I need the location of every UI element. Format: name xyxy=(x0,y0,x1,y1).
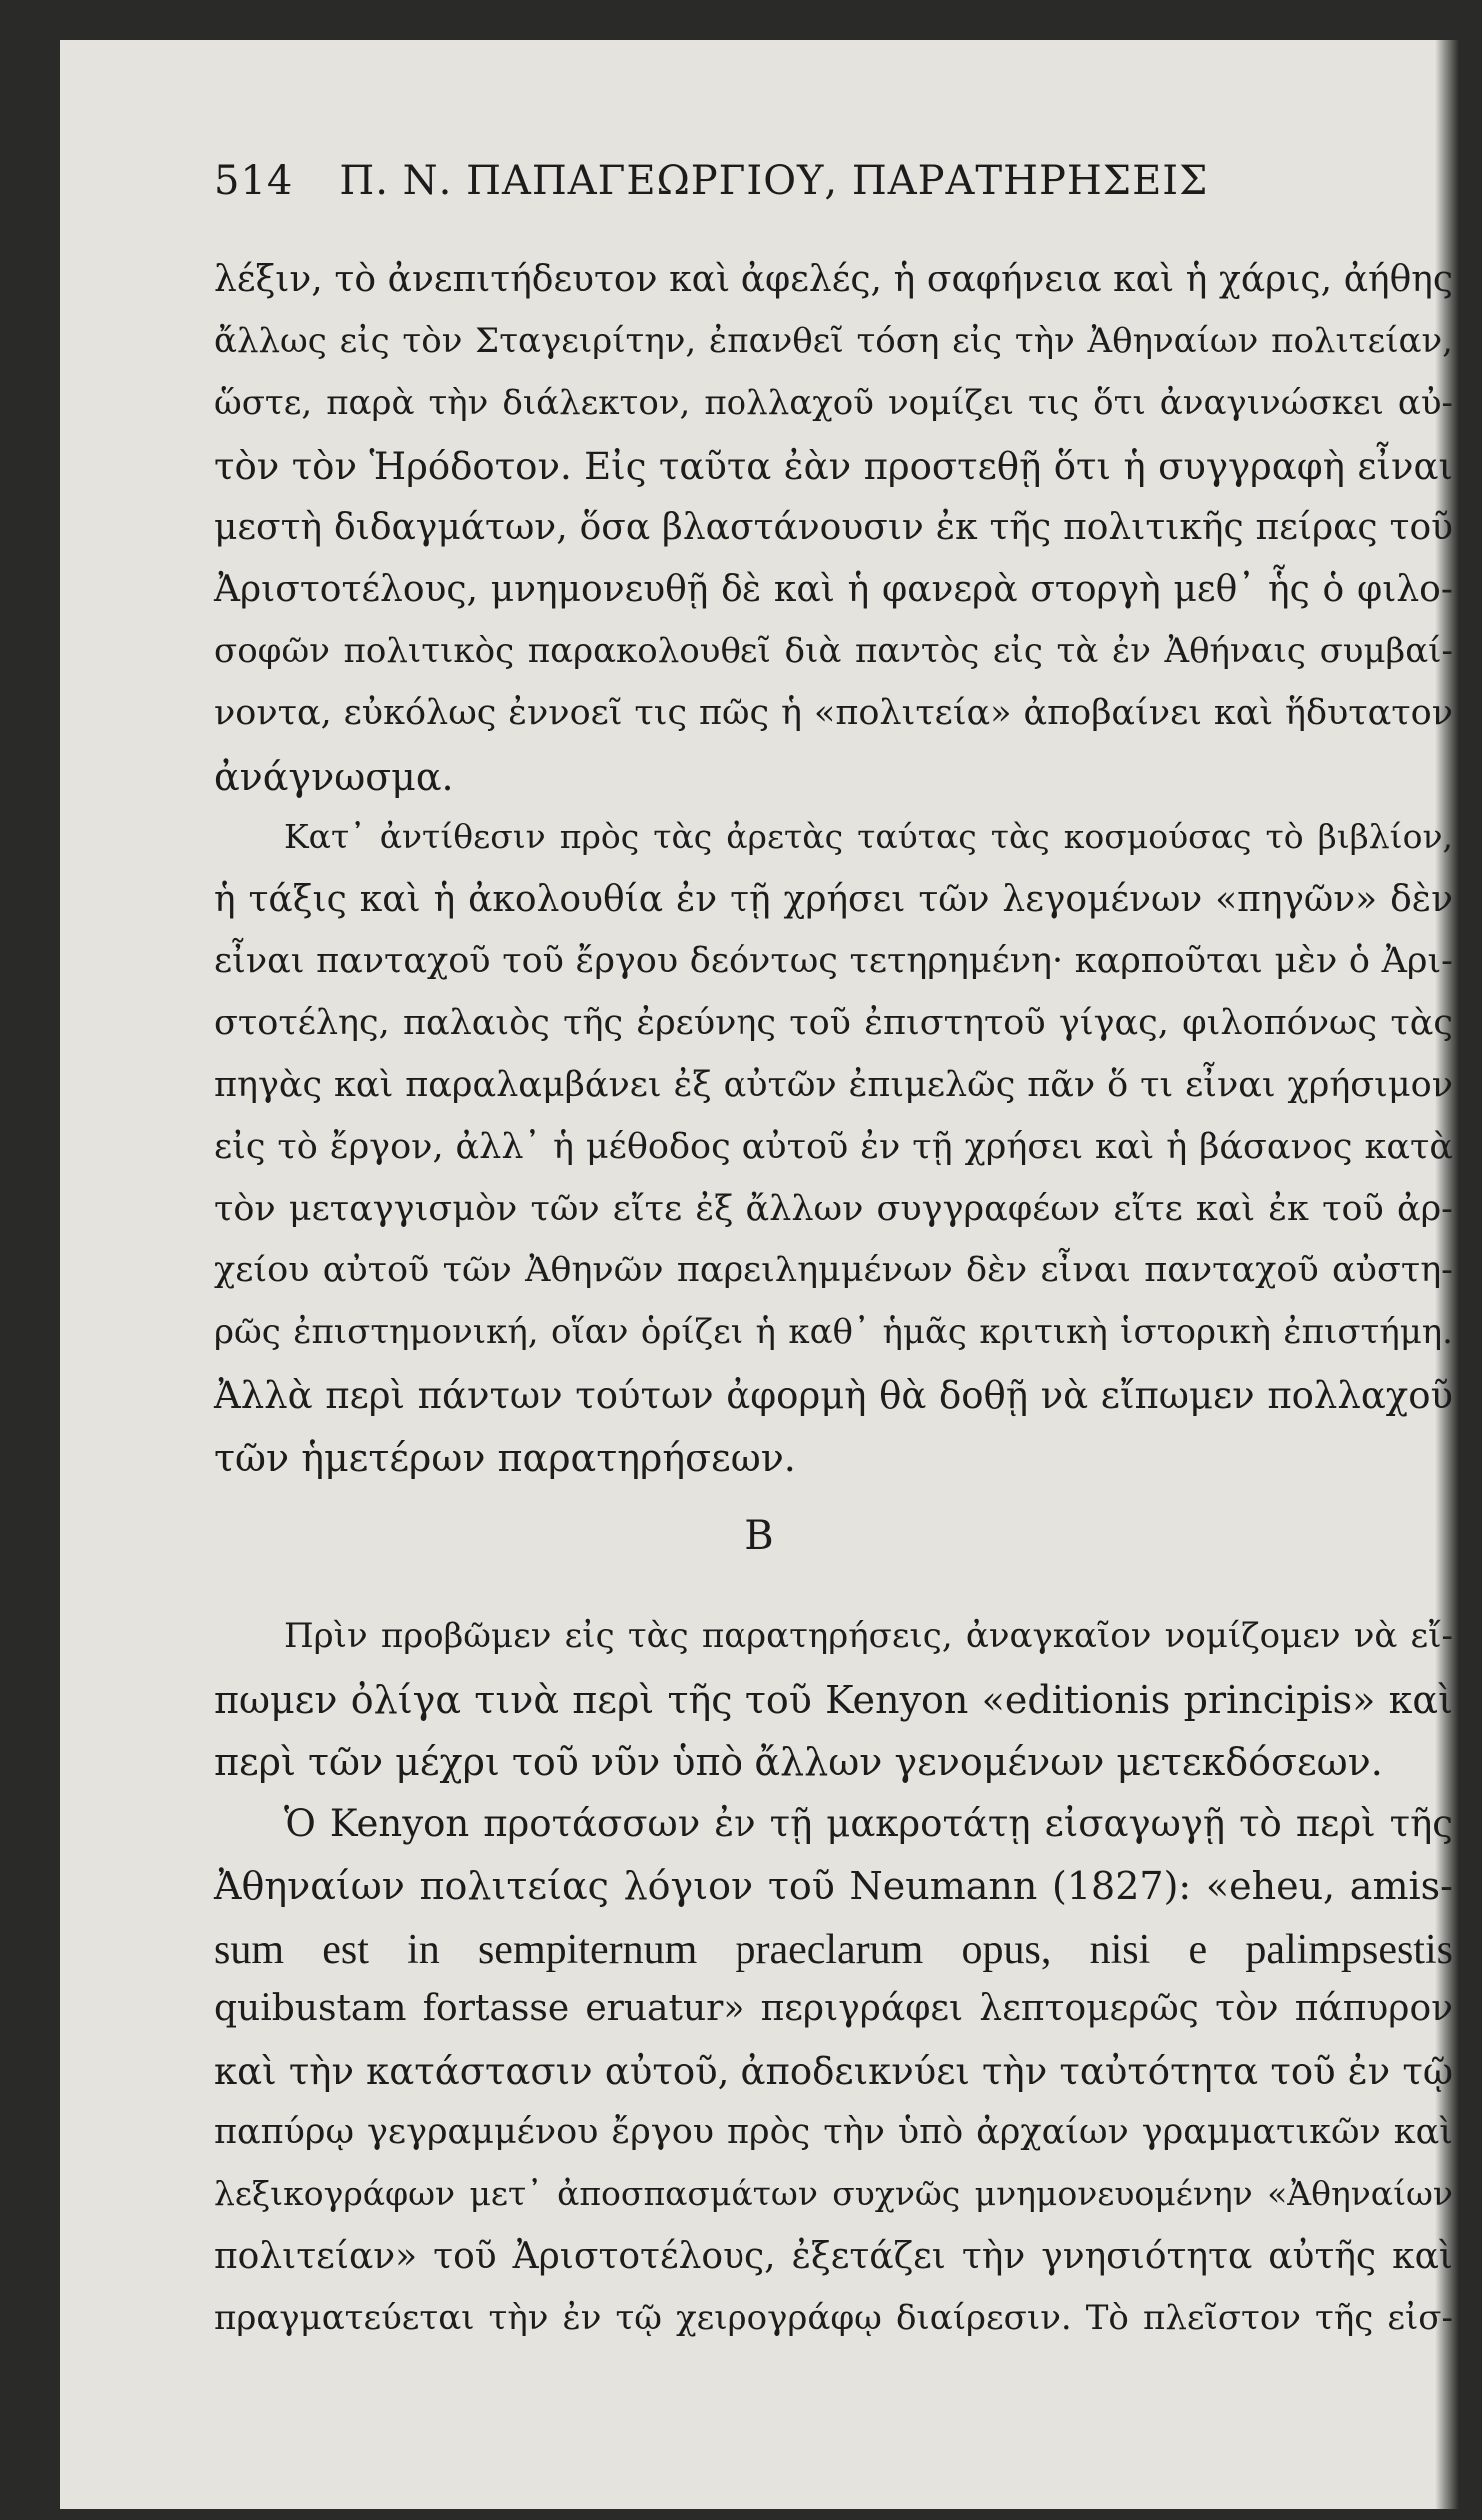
text-line: sum est in sempiternum praeclarum opus, nisi e palimpsestis xyxy=(214,1927,1453,1973)
text-line: τῶν ἡμετέρων παρατηρήσεων. xyxy=(214,1436,796,1480)
text-line: ἡ τάξις καὶ ἡ ἀκολουθία ἐν τῇ χρήσει τῶν λεγομένων «πηγῶν» δὲν xyxy=(214,879,1453,920)
text-line: Ἀθηναίων πολιτείας λόγιον τοῦ Neumann (1827): «eheu, amis- xyxy=(214,1864,1453,1908)
text-line: πωμεν ὀλίγα τινὰ περὶ τῆς τοῦ Kenyon «editionis principis» καὶ xyxy=(214,1678,1453,1722)
text-line: quibustam fortasse eruatur» περιγράφει λεπτομερῶς τὸν πάπυρον xyxy=(214,1988,1453,2029)
text-line: πολιτείαν» τοῦ Ἀριστοτέλους, ἐξετάζει τὴν γνησιότητα αὐτῆς καὶ xyxy=(214,2236,1453,2277)
text-line: παπύρῳ γεγραμμένου ἔργου πρὸς τὴν ὑπὸ ἀρχαίων γραμματικῶν καὶ xyxy=(214,2112,1453,2152)
text-line: Ὁ Kenyon προτάσσων ἐν τῇ μακροτάτῃ εἰσαγωγῇ τὸ περὶ τῆς xyxy=(284,1802,1453,1845)
text-line: ρῶς ἐπιστημονική, οἵαν ὁρίζει ἡ καθ᾿ ἡμᾶς κριτικὴ ἱστορικὴ ἐπιστήμη. xyxy=(214,1312,1453,1352)
text-line: εἰς τὸ ἔργον, ἀλλ᾿ ἡ μέθοδος αὐτοῦ ἐν τῇ χρήσει καὶ ἡ βάσανος κατὰ xyxy=(214,1127,1453,1167)
text-line: τὸν μεταγγισμὸν τῶν εἴτε ἐξ ἄλλων συγγραφέων εἴτε καὶ ἐκ τοῦ ἀρ- xyxy=(214,1189,1453,1229)
text-line: Ἀριστοτέλους, μνημονευθῇ δὲ καὶ ἡ φανερὰ στοργὴ μεθ᾿ ἧς ὁ φιλο- xyxy=(214,569,1453,610)
text-line: στοτέλης, παλαιὸς τῆς ἐρεύνης τοῦ ἐπιστητοῦ γίγας, φιλοπόνως τὰς xyxy=(214,1003,1453,1043)
running-header xyxy=(214,158,1208,204)
text-line: λεξικογράφων μετ᾿ ἀποσπασμάτων συχνῶς μνημονευομένην «Ἀθηναίων xyxy=(214,2174,1453,2213)
text-line: Ἀλλὰ περὶ πάντων τούτων ἀφορμὴ θὰ δοθῇ νὰ εἴπωμεν πολλαχοῦ xyxy=(214,1374,1453,1417)
text-line: σοφῶν πολιτικὸς παρακολουθεῖ διὰ παντὸς εἰς τὰ ἐν Ἀθήναις συμβαί- xyxy=(214,631,1453,671)
text-line: τὸν τὸν Ἡρόδοτον. Εἰς ταῦτα ἐὰν προστεθῇ ὅτι ἡ συγγραφὴ εἶναι xyxy=(214,445,1453,488)
text-line: Πρὶν προβῶμεν εἰς τὰς παρατηρήσεις, ἀναγκαῖον νομίζομεν νὰ εἴ- xyxy=(284,1616,1453,1656)
text-line: ἀνάγνωσμα. xyxy=(214,755,454,799)
text-line: νοντα, εὐκόλως ἐννοεῖ τις πῶς ἡ «πολιτεία» ἀποβαίνει καὶ ἥδυτατον xyxy=(214,693,1453,733)
text-line: εἶναι πανταχοῦ τοῦ ἔργου δεόντως τετηρημένη· καρποῦται μὲν ὁ Ἀρι- xyxy=(214,941,1453,981)
text-line: καὶ τὴν κατάστασιν αὐτοῦ, ἀποδεικνύει τὴν ταὐτότητα τοῦ ἐν τῷ xyxy=(214,2050,1453,2093)
section-label: Β xyxy=(744,1513,774,1559)
page-number: 514 xyxy=(214,158,294,204)
text-line: λέξιν, τὸ ἀνεπιτήδευτον καὶ ἀφελές, ἡ σαφήνεια καὶ ἡ χάρις, ἀήθης xyxy=(214,259,1453,300)
text-line: Κατ᾿ ἀντίθεσιν πρὸς τὰς ἀρετὰς ταύτας τὰς κοσμούσας τὸ βιβλίον, xyxy=(284,817,1453,856)
text-line: ἄλλως εἰς τὸν Σταγειρίτην, ἐπανθεῖ τόση εἰς τὴν Ἀθηναίων πολιτείαν, xyxy=(214,321,1453,361)
text-line: περὶ τῶν μέχρι τοῦ νῦν ὑπὸ ἄλλων γενομένων μετεκδόσεων. xyxy=(214,1740,1383,1784)
running-title: Π. Ν. ΠΑΠΑΓΕΩΡΓΙΟΥ, ΠΑΡΑΤΗΡΗΣΕΙΣ xyxy=(339,158,1209,204)
text-line: μεστὴ διδαγμάτων, ὅσα βλαστάνουσιν ἐκ τῆς πολιτικῆς πείρας τοῦ xyxy=(214,507,1453,548)
book-page xyxy=(60,40,1459,2509)
text-line: πηγὰς καὶ παραλαμβάνει ἐξ αὐτῶν ἐπιμελῶς πᾶν ὅ τι εἶναι χρήσιμον xyxy=(214,1065,1453,1105)
text-line: πραγματεύεται τὴν ἐν τῷ χειρογράφῳ διαίρεσιν. Τὸ πλεῖστον τῆς εἰσ- xyxy=(214,2298,1453,2338)
text-line: ὥστε, παρὰ τὴν διάλεκτον, πολλαχοῦ νομίζει τις ὅτι ἀναγινώσκει αὐ- xyxy=(214,383,1453,423)
text-line: χείου αὐτοῦ τῶν Ἀθηνῶν παρειλημμένων δὲν εἶναι πανταχοῦ αὐστη- xyxy=(214,1251,1453,1290)
